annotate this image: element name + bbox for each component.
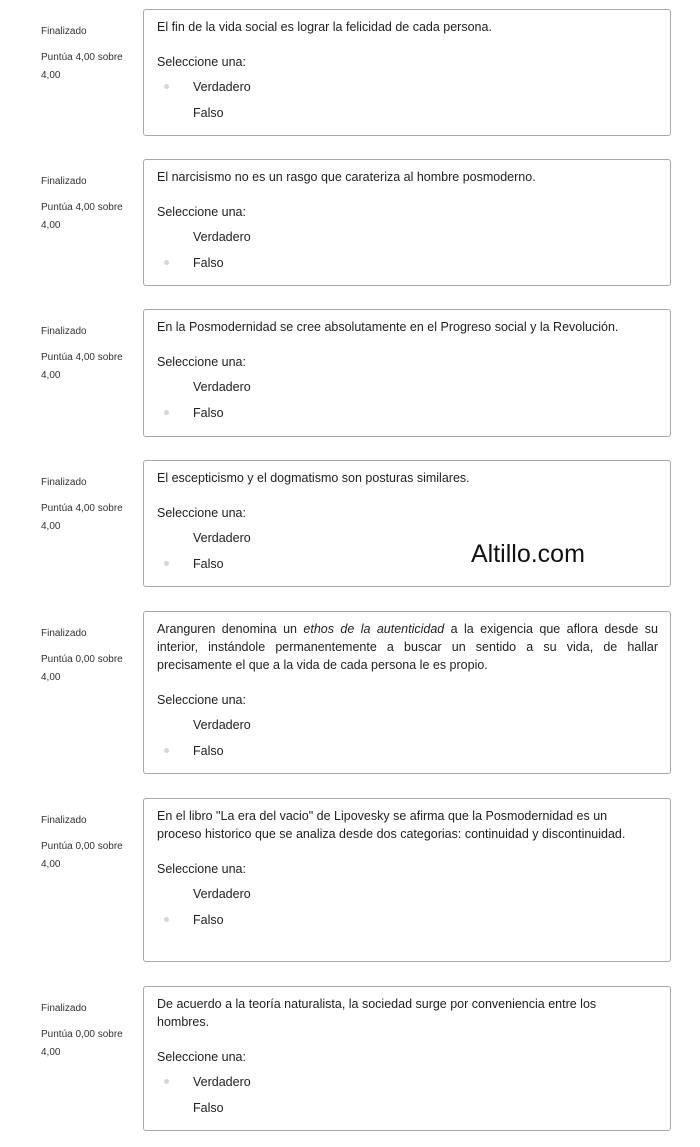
option-label: Falso	[193, 913, 224, 927]
option-falso[interactable]	[157, 250, 658, 276]
radio-dot-icon[interactable]	[164, 917, 169, 922]
question-state: Finalizado	[41, 815, 87, 826]
option-falso[interactable]	[157, 1095, 658, 1121]
answer-options	[157, 224, 658, 276]
answer-prompt: Seleccione una:	[157, 355, 246, 369]
question-info	[41, 173, 136, 235]
option-verdadero[interactable]	[157, 881, 658, 907]
option-label: Falso	[193, 256, 224, 270]
option-verdadero[interactable]	[157, 374, 658, 400]
answer-options	[157, 1069, 658, 1121]
option-label: Falso	[193, 106, 224, 120]
radio-dot-icon[interactable]	[164, 410, 169, 415]
question-info	[41, 474, 136, 536]
answer-prompt: Seleccione una:	[157, 506, 246, 520]
option-label: Falso	[193, 744, 224, 758]
question-grade: Puntúa 4,00 sobre 4,00	[41, 352, 123, 381]
option-label: Falso	[193, 557, 224, 571]
question-info	[41, 23, 136, 85]
question-content	[143, 798, 671, 962]
answer-options	[157, 881, 658, 933]
option-falso[interactable]	[157, 400, 658, 426]
question-state: Finalizado	[41, 628, 87, 639]
question-grade: Puntúa 4,00 sobre 4,00	[41, 52, 123, 81]
question-content	[143, 611, 671, 774]
question-state: Finalizado	[41, 1003, 87, 1014]
radio-dot-icon[interactable]	[164, 1079, 169, 1084]
question-grade: Puntúa 4,00 sobre 4,00	[41, 503, 123, 532]
answer-prompt: Seleccione una:	[157, 205, 246, 219]
option-verdadero[interactable]	[157, 74, 658, 100]
question-grade: Puntúa 4,00 sobre 4,00	[41, 202, 123, 231]
question-content	[143, 159, 671, 286]
answer-prompt: Seleccione una:	[157, 1050, 246, 1064]
question-info	[41, 625, 136, 687]
question-text: De acuerdo a la teoría naturalista, la sociedad surge por conveniencia entre los hombres.	[157, 997, 597, 1029]
option-falso[interactable]	[157, 100, 658, 126]
altillo-watermark: Altillo.com	[471, 540, 585, 568]
question-content	[143, 460, 671, 587]
answer-prompt: Seleccione una:	[157, 693, 246, 707]
answer-options	[157, 712, 658, 764]
radio-dot-icon[interactable]	[164, 260, 169, 265]
option-label: Verdadero	[193, 230, 251, 244]
question-text: En la Posmodernidad se cree absolutamente en el Progreso social y la Revolución.	[157, 320, 619, 334]
option-label: Verdadero	[193, 718, 251, 732]
question-info	[41, 1000, 136, 1062]
answer-prompt: Seleccione una:	[157, 55, 246, 69]
question-text: El fin de la vida social es lograr la felicidad de cada persona.	[157, 20, 492, 34]
option-label: Falso	[193, 406, 224, 420]
question-text: El narcisismo no es un rasgo que carateriza al hombre posmoderno.	[157, 170, 536, 184]
radio-dot-icon[interactable]	[164, 561, 169, 566]
option-label: Verdadero	[193, 380, 251, 394]
question-state: Finalizado	[41, 477, 87, 488]
question-content	[143, 309, 671, 437]
question-grade: Puntúa 0,00 sobre 4,00	[41, 841, 123, 870]
question-info	[41, 812, 136, 874]
question-grade: Puntúa 0,00 sobre 4,00	[41, 1029, 123, 1058]
option-verdadero[interactable]	[157, 712, 658, 738]
option-label: Verdadero	[193, 1075, 251, 1089]
answer-options	[157, 374, 658, 426]
question-content	[143, 986, 671, 1131]
question-state: Finalizado	[41, 176, 87, 187]
question-info	[41, 323, 136, 385]
option-falso[interactable]	[157, 738, 658, 764]
question-state: Finalizado	[41, 26, 87, 37]
option-falso[interactable]	[157, 907, 658, 933]
question-text: En el libro "La era del vacio" de Lipovesky se afirma que la Posmodernidad es un proceso historico que se analiza desde dos categorias: continuidad y discontinuidad.	[157, 809, 626, 841]
option-label: Verdadero	[193, 531, 251, 545]
answer-options	[157, 74, 658, 126]
question-content	[143, 9, 671, 136]
answer-prompt: Seleccione una:	[157, 862, 246, 876]
option-verdadero[interactable]	[157, 224, 658, 250]
radio-dot-icon[interactable]	[164, 84, 169, 89]
option-label: Falso	[193, 1101, 224, 1115]
question-text: El escepticismo y el dogmatismo son posturas similares.	[157, 471, 470, 485]
question-text-emphasis: ethos de la autenticidad	[303, 622, 445, 636]
radio-dot-icon[interactable]	[164, 748, 169, 753]
question-text: Aranguren denomina un ethos de la autenticidad a la exigencia que aflora desde su interior, instándole permanentemente a buscar un sentido a su vida, de hallar precisamente el que a la vida de cada persona le es propio.	[157, 622, 658, 672]
option-label: Verdadero	[193, 80, 251, 94]
option-label: Verdadero	[193, 887, 251, 901]
question-state: Finalizado	[41, 326, 87, 337]
question-grade: Puntúa 0,00 sobre 4,00	[41, 654, 123, 683]
option-verdadero[interactable]	[157, 1069, 658, 1095]
